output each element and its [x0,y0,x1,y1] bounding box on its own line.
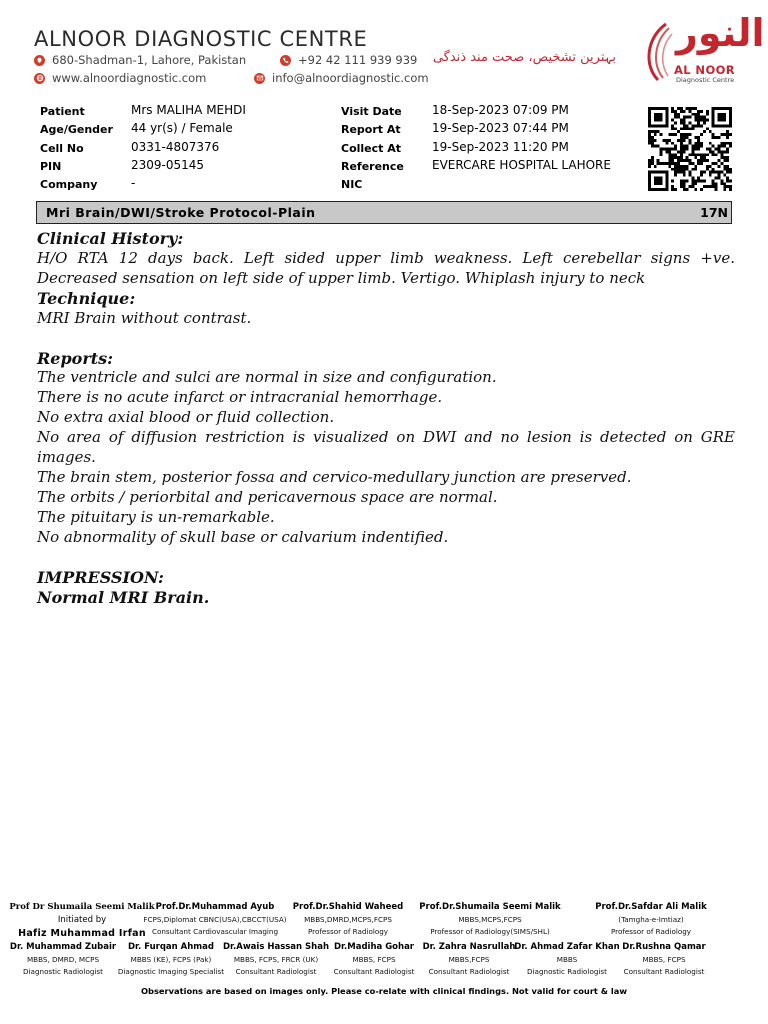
doctor-qualification: MBBS, DMRD, MCPS [26,955,100,964]
logo-english-text: AL NOOR [674,63,736,77]
finding-line: The brain stem, posterior fossa and cervico-medullary junction are preserved. [37,467,632,486]
doctor-qualification: MBBS,DMRD,MCPS,FCPS [304,915,392,924]
finding-line: No abnormality of skull base or calvarium indentified. [37,527,449,546]
doctor-name: Prof Dr Shumaila Seemi Malik [9,902,155,912]
doctor-name: Dr. Furqan Ahmad [128,942,214,952]
mail-icon [254,73,265,84]
visit-date-value: 18-Sep-2023 07:09 PM [432,103,569,117]
reports-heading: Reports: [37,348,114,368]
website-text[interactable]: www.alnoordiagnostic.com [52,71,207,85]
doctor-name: Dr. Muhammad Zubair [9,942,117,952]
clinical-history-heading: Clinical History: [37,229,184,248]
company-label: Company [40,178,98,191]
doctor-qualification: MBBS, FCPS, FRCR (UK) [233,955,319,964]
finding-line: No area of diffusion restriction is visualized on DWI and no lesion is detected on GRE images. [37,428,735,467]
logo-subtitle: Diagnostic Centre [676,76,735,84]
phone-line [280,53,417,67]
doctor-name: Prof.Dr.Shumaila Seemi Malik [419,902,561,912]
doctor-name: Dr. Ahmad Zafar Khan [514,942,620,952]
doctor-qualification: (Tamgha-e-Imtiaz) [618,915,684,924]
patient-name: Mrs MALIHA MEHDI [131,103,246,117]
doctor-title: Consultant Radiologist [623,967,705,976]
doctor-title: Consultant Radiologist [235,967,317,976]
centre-name: ALNOOR DIAGNOSTIC CENTRE [34,27,368,51]
report-at-label: Report At [341,123,401,136]
website-line [34,71,206,85]
impression-heading: IMPRESSION: [37,567,164,587]
doctor-qualification: MBBS, FCPS [352,955,396,964]
doctor-name: Prof.Dr.Shahid Waheed [292,902,404,912]
address-text: 680-Shadman-1, Lahore, Pakistan [52,53,247,67]
finding-line: No extra axial blood or fluid collection. [37,408,335,427]
phone-text[interactable]: +92 42 111 939 939 [298,53,418,67]
doctor-qualification: MBBS,MCPS,FCPS [458,915,522,924]
qr-code-icon[interactable] [648,107,732,191]
report-at-value: 19-Sep-2023 07:44 PM [432,121,569,135]
test-name: Mri Brain/DWI/Stroke Protocol-Plain [46,205,316,220]
age-gender-value: 44 yr(s) / Female [131,121,233,135]
cell-value: 0331-4807376 [131,140,220,154]
technique-heading: Technique: [37,288,136,308]
phone-icon [280,55,291,66]
doctor-qualification: MBBS [556,955,578,964]
doctor-name: Dr.Madiha Gohar [334,942,414,952]
technique-text: MRI Brain without contrast. [37,308,252,327]
pin-label: PIN [40,160,62,173]
email-line [254,71,429,85]
visit-date-label: Visit Date [341,105,402,118]
location-pin-icon [34,55,45,66]
doctor-title: Professor of Radiology [307,927,389,936]
doctor-title: Consultant Radiologist [428,967,510,976]
doctor-name: Prof.Dr.Muhammad Ayub [155,902,275,912]
urdu-tagline: بہترین تشخیص، صحت مند ذندگی [432,50,616,65]
doctor-title: Diagnostic Imaging Specialist [117,967,225,976]
address-line [34,53,246,67]
test-code: 17N [700,205,728,220]
finding-line: The orbits / periorbital and pericavernous space are normal. [37,487,498,506]
finding-line: The pituitary is un-remarkable. [37,507,275,526]
doctor-title: Professor of Radiology(SIMS/SHL) [430,927,550,936]
reference-label: Reference [341,160,404,173]
nic-label: NIC [341,178,363,191]
doctor-title: Diagnostic Radiologist [527,967,607,976]
company-value: - [131,176,136,190]
impression-text: Normal MRI Brain. [37,587,210,607]
doctor-qualification: FCPS,Diplomat CBNC(USA),CBCCT(USA) [143,915,287,924]
patient-label: Patient [40,105,85,118]
pin-value: 2309-05145 [131,158,205,172]
doctor-name: Dr. Zahra Nasrullah [422,942,516,952]
doctor-title: Consultant Radiologist [333,967,415,976]
initiated-by-name: Hafiz Muhammad Irfan [18,928,146,939]
finding-line: There is no acute infarct or intracranial hemorrhage. [37,388,443,407]
doctor-name: Prof.Dr.Safdar Ali Malik [595,902,707,912]
doctor-name: Dr.Rushna Qamar [622,942,706,952]
doctor-title: Professor of Radiology [610,927,692,936]
collect-at-value: 19-Sep-2023 11:20 PM [432,140,569,154]
globe-icon [34,73,45,84]
finding-line: The ventricle and sulci are normal in size and configuration. [37,368,497,387]
clinical-history-text: H/O RTA 12 days back. Left sided upper limb weakness. Left cerebellar signs +ve. Decreased sensation on left side of upper limb. Vertigo. Whiplash injury to neck [37,248,735,287]
doctor-title: Diagnostic Radiologist [23,967,103,976]
disclaimer: Observations are based on images only. Please co-relate with clinical findings. Not valid for court & law [140,986,627,996]
age-gender-label: Age/Gender [40,123,113,136]
doctor-title: Consultant Cardiovascular Imaging [151,927,279,936]
cell-label: Cell No [40,142,84,155]
doctor-qualification: MBBS, FCPS [642,955,686,964]
doctor-qualification: MBBS,FCPS [448,955,490,964]
initiated-by-label: Initiated by [57,915,107,925]
email-text[interactable]: info@alnoordiagnostic.com [272,71,429,85]
logo-arabic-text: النور [676,11,765,55]
doctor-name: Dr.Awais Hassan Shah [222,942,330,952]
report-body [37,229,735,607]
doctor-qualification: MBBS (KE), FCPS (Pak) [130,955,212,964]
collect-at-label: Collect At [341,142,402,155]
reference-value: EVERCARE HOSPITAL LAHORE [432,158,611,172]
